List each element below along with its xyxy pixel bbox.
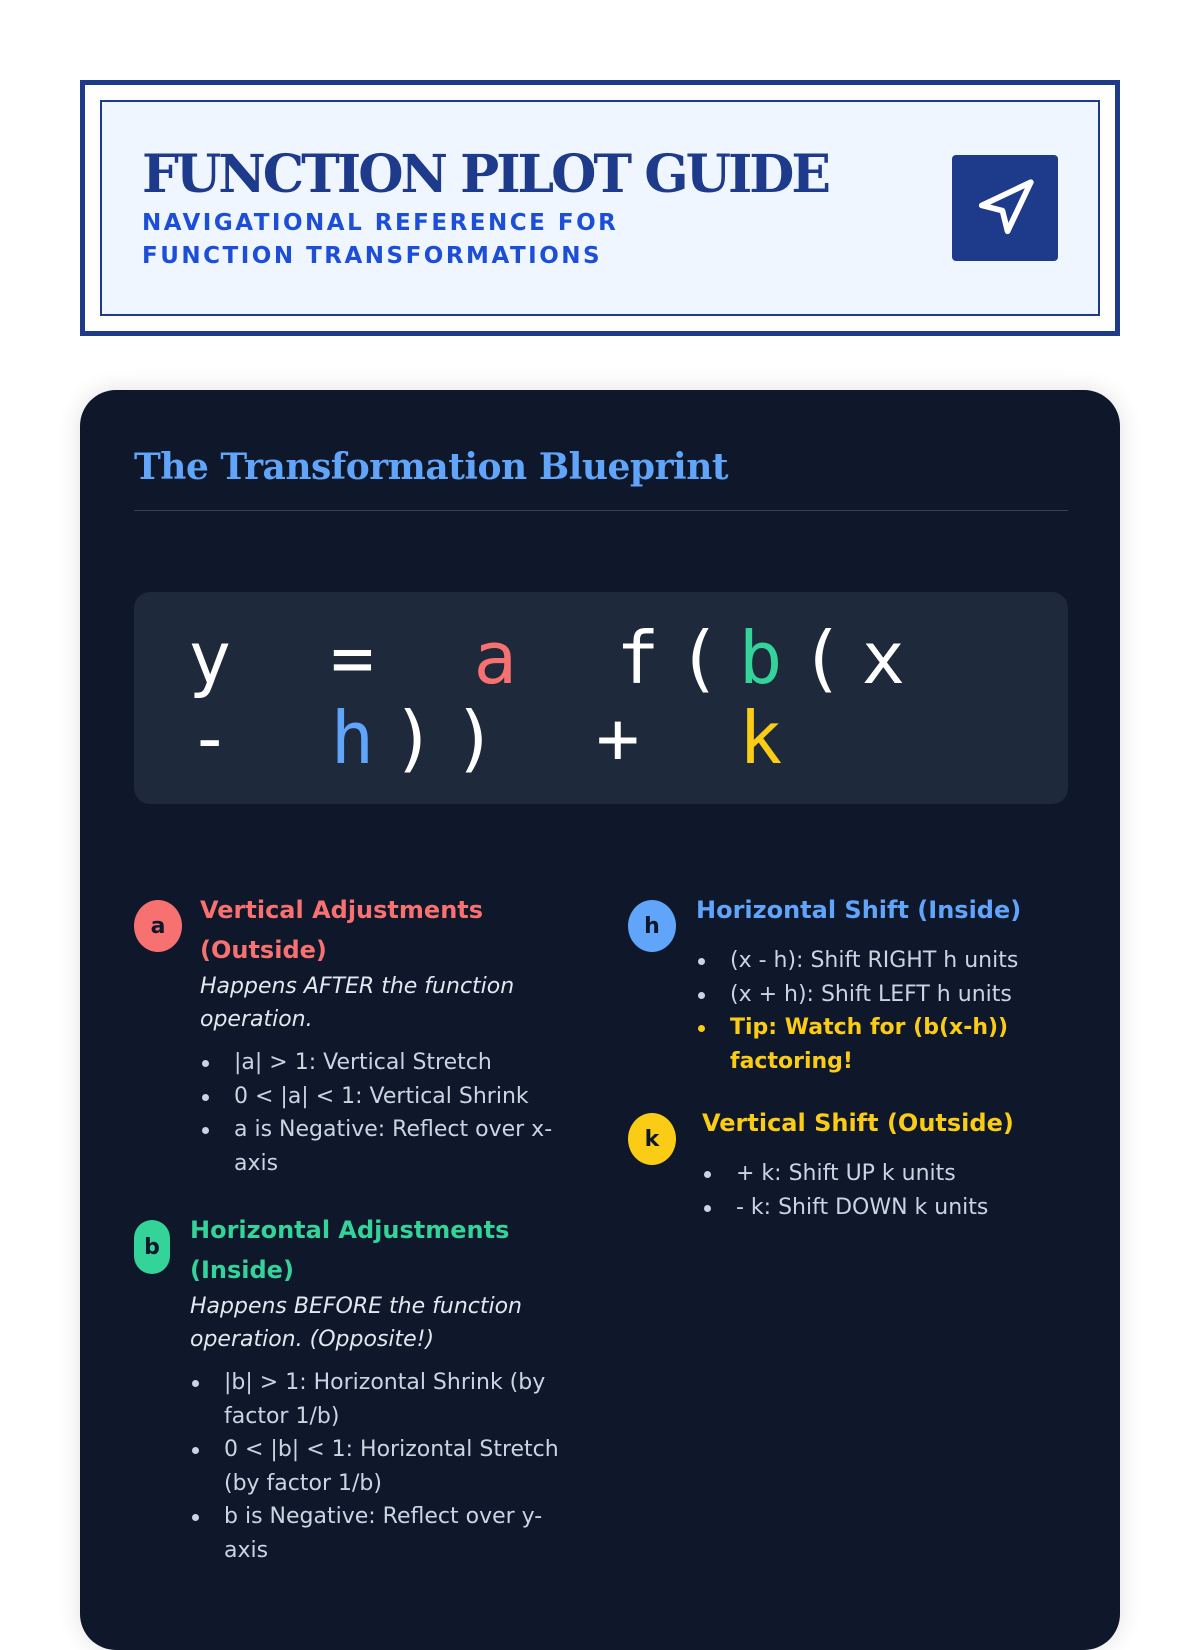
formula-a: a <box>473 616 535 700</box>
param-b-title: Horizontal Adjustments (Inside) <box>190 1216 510 1284</box>
formula-close: )) <box>392 696 515 780</box>
formula-equals: = <box>330 616 393 700</box>
formula-x: (x <box>800 616 923 700</box>
param-h <box>628 896 1068 1100</box>
param-k-list <box>702 1157 1042 1224</box>
list-item: |a| > 1: Vertical Stretch <box>200 1046 580 1080</box>
param-b-list <box>190 1366 570 1567</box>
navigation-arrow-icon <box>974 177 1036 239</box>
formula-y: y <box>188 616 250 700</box>
badge-h: h <box>628 900 676 952</box>
page-subtitle: NAVIGATIONAL REFERENCE FOR FUNCTION TRANSFORMATIONS <box>142 210 619 269</box>
param-a-title: Vertical Adjustments (Outside) <box>200 896 484 964</box>
param-k <box>628 1109 1068 1253</box>
formula-box <box>134 592 1068 804</box>
list-item: (x - h): Shift RIGHT h units <box>696 944 1036 978</box>
page-title: FUNCTION PILOT GUIDE <box>142 144 829 205</box>
formula-b: b <box>738 616 801 700</box>
param-b <box>134 1216 574 1590</box>
param-a <box>134 896 574 1200</box>
formula-plus: + <box>596 696 658 780</box>
list-item: - k: Shift DOWN k units <box>702 1191 1042 1225</box>
param-h-title: Horizontal Shift (Inside) <box>696 896 1022 924</box>
list-item: + k: Shift UP k units <box>702 1157 1042 1191</box>
formula-k: k <box>738 696 801 780</box>
list-item: a is Negative: Reflect over x-axis <box>200 1113 580 1180</box>
badge-b: b <box>134 1220 170 1274</box>
formula-h: h <box>330 696 393 780</box>
param-h-list <box>696 944 1036 1078</box>
param-a-desc: Happens AFTER the function operation. <box>200 974 515 1032</box>
list-item: 0 < |b| < 1: Horizontal Stretch (by factor 1/b) <box>190 1433 570 1500</box>
list-item: (x + h): Shift LEFT h units <box>696 978 1036 1012</box>
formula <box>188 618 948 778</box>
list-item: |b| > 1: Horizontal Shrink (by factor 1/b) <box>190 1366 570 1433</box>
list-item: 0 < |a| < 1: Vertical Shrink <box>200 1080 580 1114</box>
param-a-list <box>200 1046 580 1180</box>
header-panel <box>100 100 1100 316</box>
section-title: The Transformation Blueprint <box>134 446 729 488</box>
badge-a: a <box>134 900 182 952</box>
param-k-title: Vertical Shift (Outside) <box>702 1109 1014 1137</box>
blueprint-card <box>80 390 1120 1650</box>
list-item: b is Negative: Reflect over y-axis <box>190 1500 570 1567</box>
header-frame <box>80 80 1120 336</box>
tip-item: Tip: Watch for (b(x-h)) factoring! <box>696 1011 1036 1078</box>
divider <box>134 510 1068 511</box>
formula-minus: - <box>188 696 250 780</box>
formula-f: f( <box>616 616 739 700</box>
badge-k: k <box>628 1113 676 1165</box>
navigation-button[interactable] <box>952 155 1058 261</box>
param-b-desc: Happens BEFORE the function operation. (Opposite!) <box>190 1294 522 1352</box>
